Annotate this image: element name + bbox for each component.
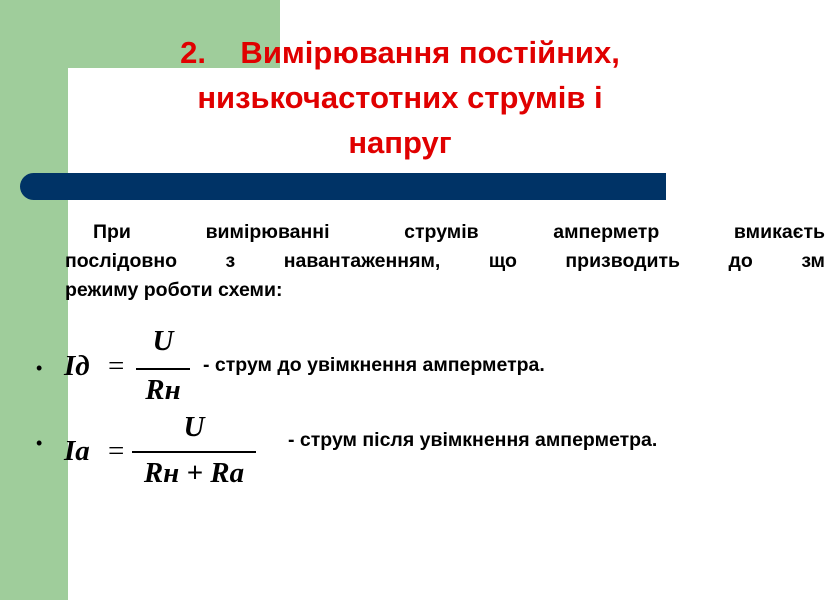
title-line-3: напруг (348, 125, 452, 160)
formula-1-description: - струм до увімкнення амперметра. (203, 354, 545, 376)
title-line-2: низькочастотних струмів і (197, 80, 603, 115)
word: що (488, 250, 517, 272)
bullet-2: • (36, 433, 43, 453)
word: до (728, 250, 753, 272)
formula-2-denominator: Rн + Ra (143, 457, 245, 489)
paragraph-line-1 (65, 218, 825, 247)
word: зм (801, 250, 825, 272)
paragraph-line-2 (65, 247, 825, 276)
word: вмикаєть (733, 221, 825, 243)
formula-after (64, 411, 264, 501)
word: навантаженням, (283, 250, 441, 272)
word: режиму роботи схеми: (65, 279, 283, 301)
formula-2-description: - струм після увімкнення амперметра. (288, 429, 658, 451)
slide-title (100, 30, 700, 165)
formula-1-denominator: Rн (145, 374, 181, 406)
word: При (93, 221, 131, 243)
word: вимірюванні (205, 221, 330, 243)
formula-1-numerator: U (152, 325, 174, 357)
word: з (225, 250, 236, 272)
paragraph-line-3 (65, 276, 825, 305)
formula-1-fraction-bar (136, 368, 190, 370)
title-line-1: 2. Вимірювання постійних, (180, 35, 620, 70)
formula-before (64, 325, 194, 415)
formula-1-equals: = (108, 350, 125, 382)
formula-2-lhs: Ia (64, 435, 90, 467)
bullet-1: • (36, 358, 43, 378)
formula-2-fraction-bar (132, 451, 256, 453)
word: струмів (404, 221, 479, 243)
title-divider-bar (20, 173, 666, 200)
word: послідовно (65, 250, 178, 272)
formula-2-equals: = (108, 435, 125, 467)
word: призводить (565, 250, 681, 272)
green-side-decoration (0, 0, 68, 600)
intro-paragraph (65, 218, 825, 305)
formula-1-lhs: Iд (64, 350, 90, 382)
word: амперметр (553, 221, 660, 243)
formula-2-numerator: U (183, 411, 205, 443)
